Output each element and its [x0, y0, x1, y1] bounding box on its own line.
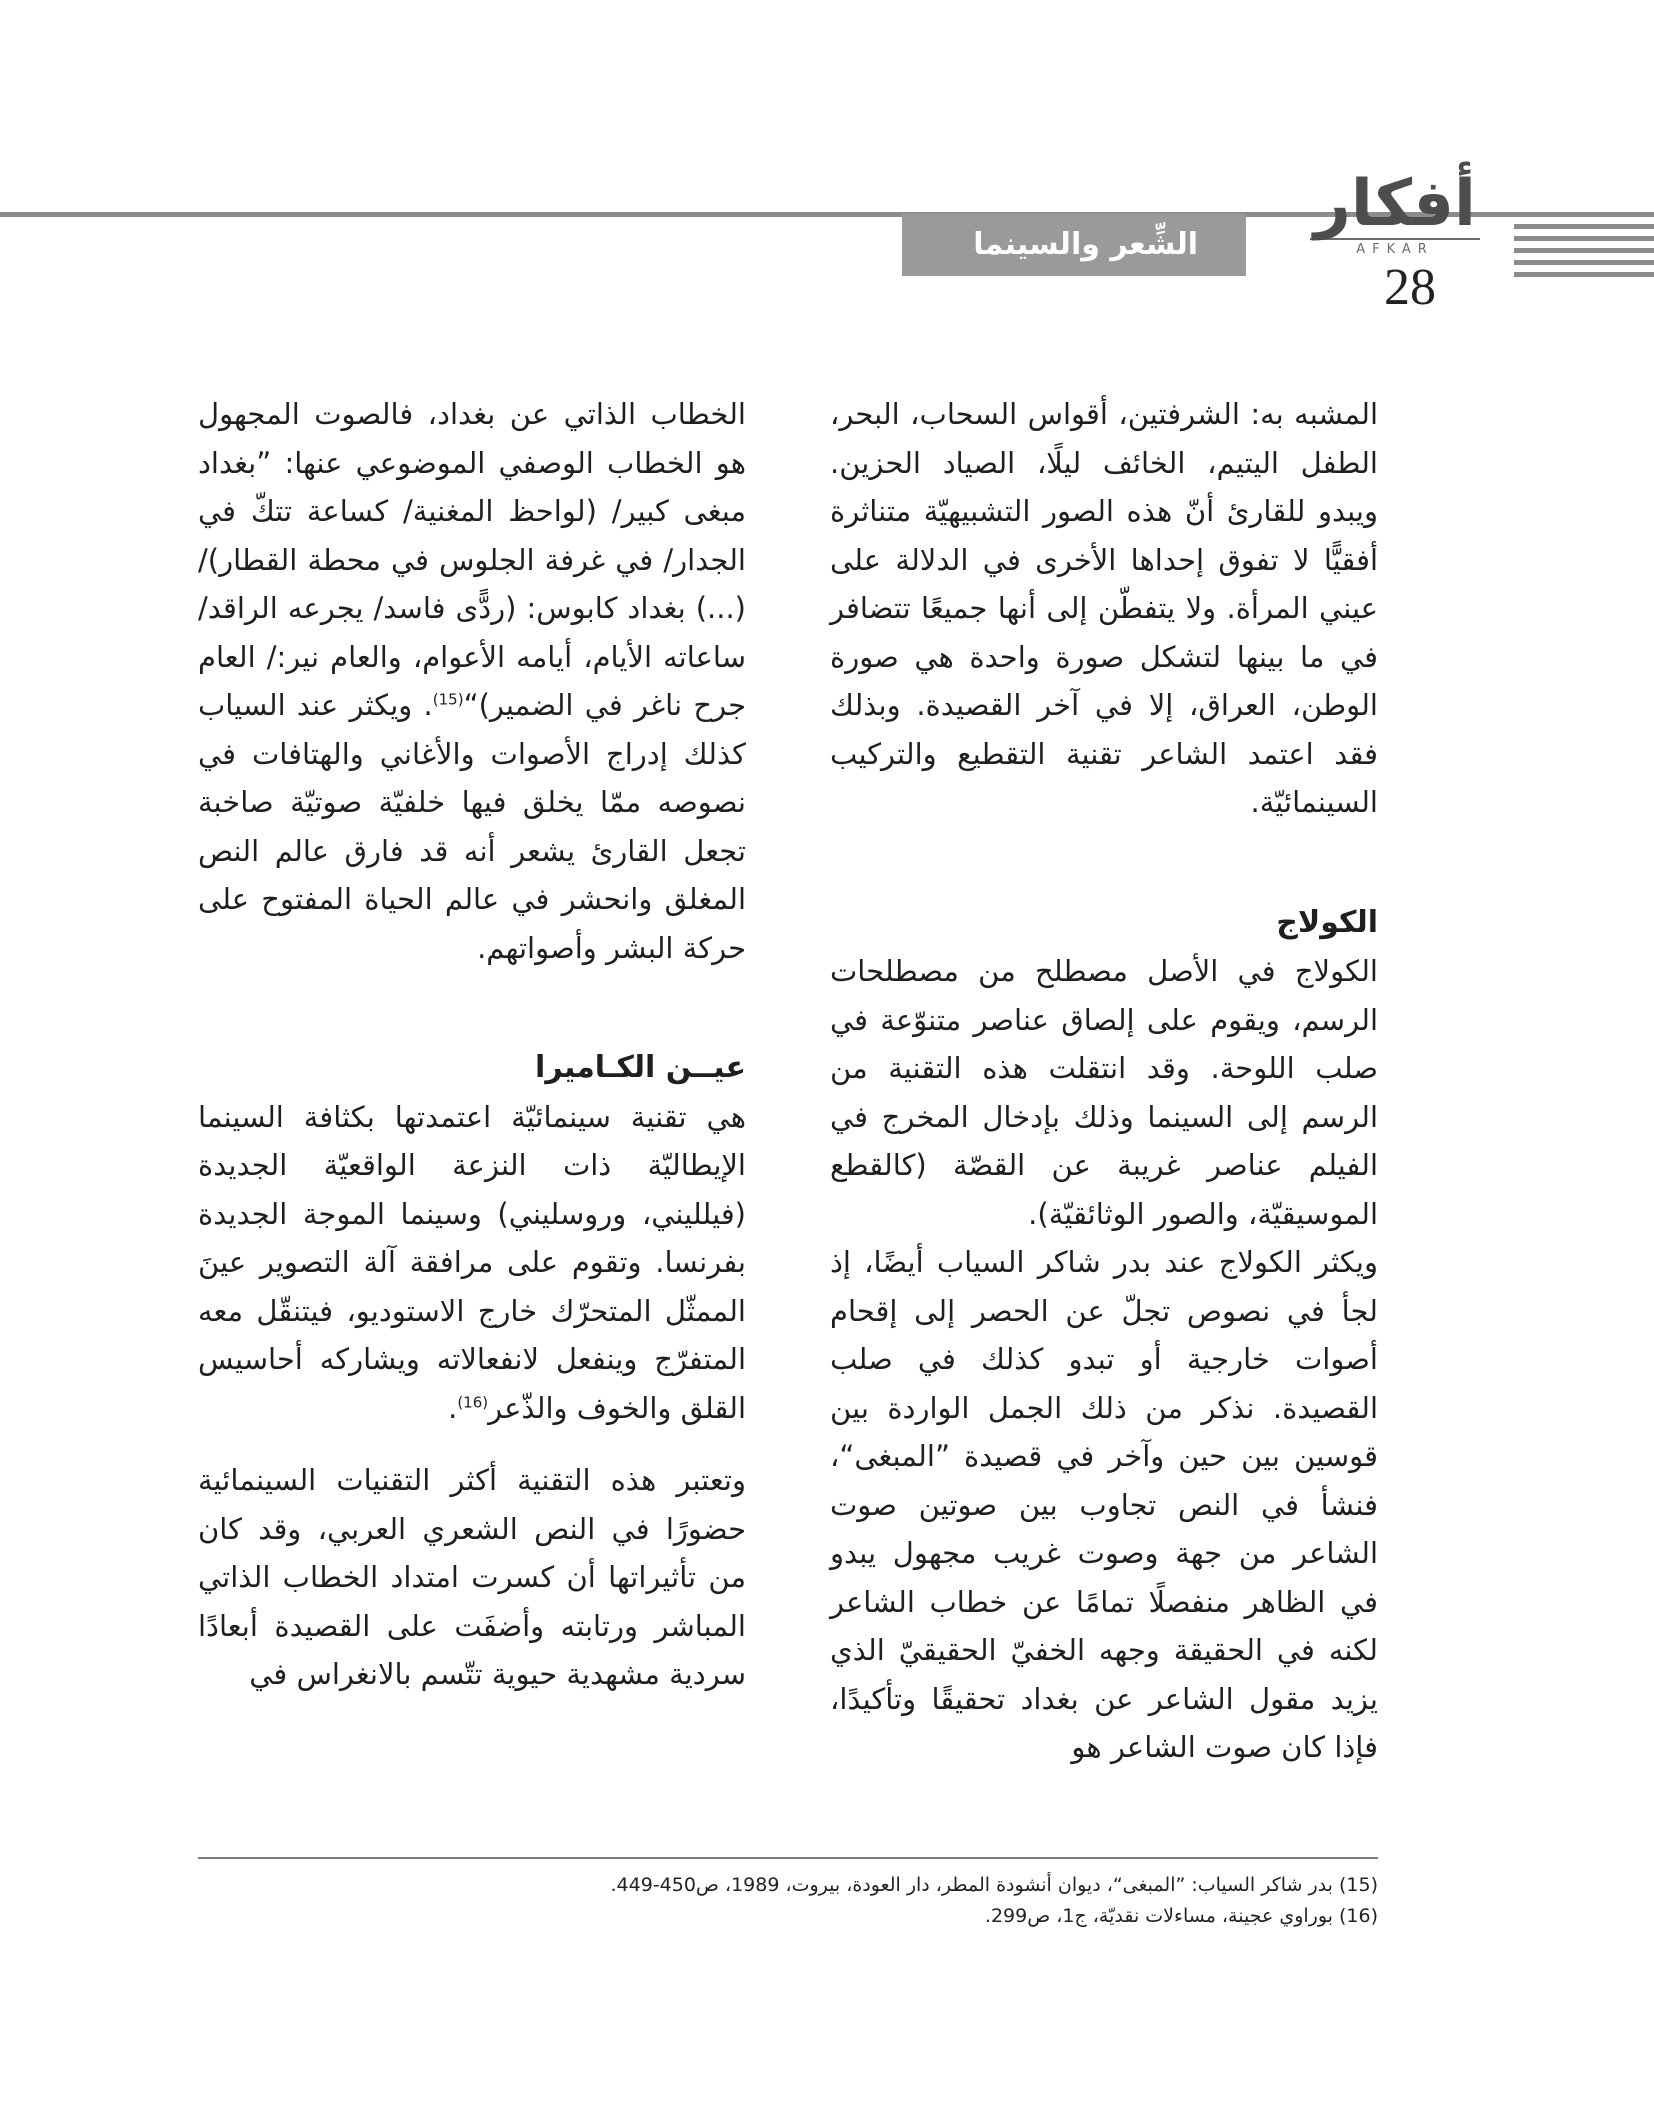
article-column-left	[198, 390, 746, 1699]
footnote-15: (15) بدر شاكر السياب: ”المبغى“، ديوان أنشودة المطر، دار العودة، بيروت، 1989، ص450-449.	[610, 1874, 1378, 1896]
logo-latin: AFKAR	[1310, 238, 1480, 257]
paragraph-text: هي تقنية سينمائيّة اعتمدتها بكثافة السينما الإيطاليّة ذات النزعة الواقعيّة الجديدة (فيلليني، وروسليني) وسينما الموجة الجديدة بفرنسا. وتقوم على مرافقة آلة التصوير عينَ الممثّل المتحرّك خارج الاستوديو، فيتنقّل معه المتفرّج وينفعل لانفعالاته ويشاركه أحاسيس القلق والخوف والذّعر	[198, 1099, 746, 1425]
paragraph-text: . ويكثر عند السياب كذلك إدراج الأصوات والأغاني والهتافات في نصوصه ممّا يخلق فيها خلفيّة صوتيّة صاخبة تجعل القارئ يشعر أنه قد فارق عالم النص المغلق وانحشر في عالم الحياة المفتوح على حركة البشر وأصواتهم.	[198, 688, 746, 965]
section-title: الشِّعر والسينما	[973, 227, 1198, 262]
paragraph	[198, 390, 746, 972]
magazine-logo	[1310, 167, 1480, 257]
footnotes	[198, 1870, 1378, 1932]
footnote-reference: (16)	[457, 1392, 489, 1411]
section-title-banner	[902, 214, 1246, 276]
page-number: 28	[1384, 259, 1436, 316]
section-heading-collage: الكولاج	[1276, 904, 1378, 940]
footnote-divider	[198, 1857, 1378, 1859]
paragraph: وتعتبر هذه التقنية أكثر التقنيات السينمائية حضورًا في النص الشعري العربي، وقد كان من تأثيراتها أن كسرت امتداد الخطاب الذاتي المباشر ورتابته وأضفَت على القصيدة أبعادًا سردية مشهدية حيوية تتّسم بالانغراس في	[198, 1463, 746, 1691]
paragraph-text: .	[448, 1390, 458, 1425]
section-heading-camera: عيــن الكـاميرا	[535, 1050, 746, 1085]
paragraph: ويكثر الكولاج عند بدر شاكر السياب أيضًا، إذ لجأ في نصوص تجلّ عن الحصر إلى إقحام أصوات خارجية أو تبدو كذلك في صلب القصيدة. نذكر من ذلك الجمل الواردة بين قوسين بين حين وآخر في قصيدة ”المبغى“، فنشأ في النص تجاوب بين صوتين صوت الشاعر من جهة وصوت غريب مجهول يبدو في الظاهر منفصلًا تمامًا عن خطاب الشاعر لكنه في الحقيقة وجهه الخفيّ الحقيقيّ الذي يزيد مقول الشاعر عن بغداد تحقيقًا وتأكيدًا، فإذا كان صوت الشاعر هو	[830, 1245, 1378, 1764]
logo-arabic: أفكار	[1314, 167, 1476, 241]
article-column-right	[830, 390, 1378, 1772]
paragraph	[198, 1093, 746, 1433]
paragraph: الكولاج في الأصل مصطلح من مصطلحات الرسم، ويقوم على إلصاق عناصر متنوّعة في صلب اللوحة. وقد انتقلت هذه التقنية من الرسم إلى السينما وذلك بإدخال المخرج في الفيلم عناصر غريبة عن القصّة (كالقطع الموسيقيّة، والصور الوثائقيّة).	[830, 954, 1378, 1231]
paragraph-text: الخطاب الذاتي عن بغداد، فالصوت المجهول هو الخطاب الوصفي الموضوعي عنها: ”بغداد مبغى كبير/ (لواحظ المغنية/ كساعة تتكّ في الجدار/ في غرفة الجلوس في محطة القطار)/ (...) بغداد كابوس: (ردًّى فاسد/ يجرعه الراقد/ ساعاته الأيام، أيامه الأعوام، والعام نير:/ العام جرح ناغر في الضمير)“	[198, 397, 746, 722]
footnote-reference: (15)	[432, 690, 464, 709]
footnote-16: (16) بوراوي عجينة، مساءلات نقديّة، ج1، ص299.	[984, 1905, 1378, 1927]
paragraph: المشبه به: الشرفتين، أقواس السحاب، البحر، الطفل اليتيم، الخائف ليلًا، الصياد الحزين. ويبدو للقارئ أنّ هذه الصور التشبيهيّة متناثرة أفقيًّا لا تفوق إحداها الأخرى في الدلالة على عيني المرأة. ولا يتفطّن إلى أنها جميعًا تتضافر في ما بينها لتشكل صورة واحدة هي صورة الوطن، العراق، إلا في آخر القصيدة. وبذلك فقد اعتمد الشاعر تقنية التقطيع والتركيب السينمائيّة.	[830, 397, 1378, 819]
